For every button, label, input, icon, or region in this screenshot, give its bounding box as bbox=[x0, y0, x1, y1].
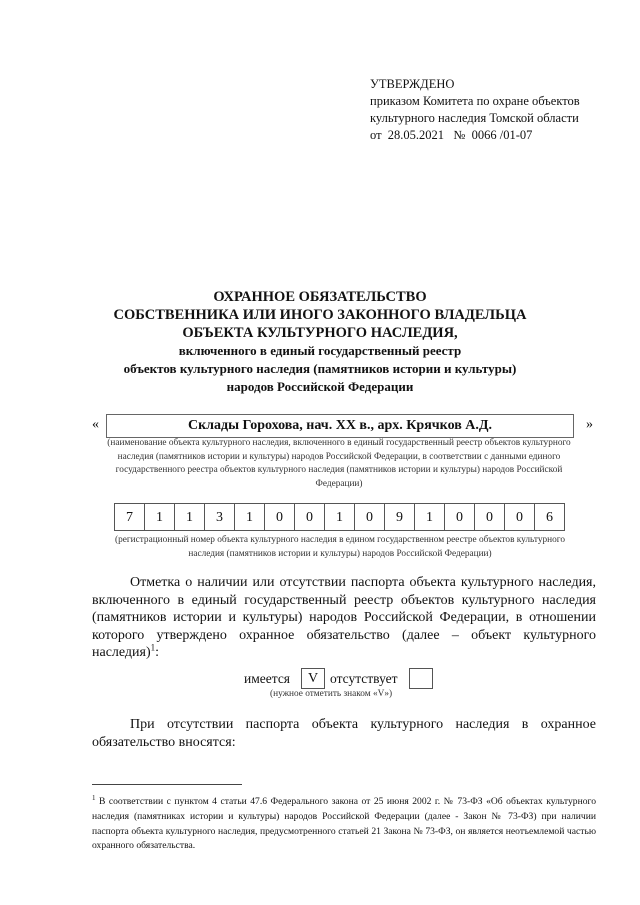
footnote-text: В соответствии с пунктом 4 статьи 47.6 Федерального закона от 25 июня 2002 г. № 73-ФЗ «Об объектах культурного наследия (памятниках истории и культуры) народов Российской Федерации (далее - Закон № 73-ФЗ) при наличии паспорта объекта культурного наследия, предусмотренного статьей 21 Закона № 73-ФЗ, он является неотъемлемой частью охранного обязательства. bbox=[92, 796, 596, 852]
object-name-row bbox=[92, 414, 600, 438]
passport-paragraph-end: : bbox=[155, 645, 160, 661]
object-name-field[interactable]: Склады Горохова, нач. XX в., арх. Крячков А.Д. bbox=[106, 414, 574, 438]
registration-digit-cell[interactable]: 0 bbox=[445, 503, 475, 531]
registration-digit-cell[interactable]: 0 bbox=[475, 503, 505, 531]
quote-open: « bbox=[92, 417, 99, 432]
registration-digit-cell[interactable]: 0 bbox=[265, 503, 295, 531]
registration-digit-cell[interactable]: 0 bbox=[355, 503, 385, 531]
document-title bbox=[60, 288, 580, 396]
no-passport-label: отсутствует bbox=[330, 671, 398, 686]
registration-digit-cell[interactable]: 6 bbox=[535, 503, 565, 531]
absence-paragraph: При отсутствии паспорта объекта культурного наследия в охранное обязательство вносятся: bbox=[92, 717, 596, 750]
footnote-number: 1 bbox=[92, 793, 96, 802]
passport-paragraph bbox=[92, 574, 596, 662]
title-line: включенного в единый государственный реестр bbox=[178, 343, 462, 358]
approval-line: приказом Комитета по охране объектов bbox=[370, 94, 580, 108]
footnote-ref[interactable]: 1 bbox=[150, 642, 156, 653]
approval-line: культурного наследия Томской области bbox=[370, 111, 579, 125]
approval-date-number: от 28.05.2021 № 0066 /01-07 bbox=[370, 128, 533, 142]
title-line: ОБЪЕКТА КУЛЬТУРНОГО НАСЛЕДИЯ, bbox=[182, 325, 458, 341]
checkbox-hint: (нужное отметить знаком «V») bbox=[270, 689, 393, 699]
registration-digit-cell[interactable]: 1 bbox=[175, 503, 205, 531]
no-passport-checkbox[interactable] bbox=[409, 668, 433, 689]
passport-paragraph-text: Отметка о наличии или отсутствии паспорта объекта культурного наследия, включенного в единый государственный реестр объектов культурного наследия (памятников истории и культуры) народов Российской Федерации, в отношении которого утверждено охранное обязательство (далее – объект культурного наследия) bbox=[92, 575, 596, 661]
title-line: народов Российской Федерации bbox=[226, 379, 414, 394]
registration-number-grid bbox=[114, 503, 565, 531]
quote-close: » bbox=[586, 417, 593, 432]
approval-heading: УТВЕРЖДЕНО bbox=[370, 77, 455, 91]
registration-digit-cell[interactable]: 0 bbox=[295, 503, 325, 531]
registration-digit-cell[interactable]: 1 bbox=[415, 503, 445, 531]
title-line: объектов культурного наследия (памятников истории и культуры) bbox=[123, 361, 517, 376]
registration-caption: (регистрационный номер объекта культурного наследия в едином государственном реестре объектов культурного наследия (памятников истории и культуры) народов Российской Федерации) bbox=[114, 535, 566, 559]
title-line: ОХРАННОЕ ОБЯЗАТЕЛЬСТВО bbox=[213, 289, 427, 305]
footnote bbox=[92, 795, 596, 854]
object-name-caption: (наименование объекта культурного наследия, включенного в единый государственный реестр объектов культурного наследия (памятников истории и культуры) народов Российской Федерации, в соответствии с данными единого государственного реестра объектов культурного наследия (памятников истории и культуры) народов Российской Федерации) bbox=[107, 438, 571, 489]
registration-digit-cell[interactable]: 0 bbox=[505, 503, 535, 531]
has-passport-label: имеется bbox=[244, 671, 291, 686]
registration-digit-cell[interactable]: 1 bbox=[235, 503, 265, 531]
title-line: СОБСТВЕННИКА ИЛИ ИНОГО ЗАКОННОГО ВЛАДЕЛЬЦА bbox=[113, 307, 527, 323]
registration-digit-cell[interactable]: 7 bbox=[115, 503, 145, 531]
approval-stamp bbox=[370, 76, 620, 144]
registration-digit-cell[interactable]: 3 bbox=[205, 503, 235, 531]
registration-digit-cell[interactable]: 1 bbox=[145, 503, 175, 531]
has-passport-checkbox[interactable]: V bbox=[301, 668, 325, 689]
registration-digit-cell[interactable]: 1 bbox=[325, 503, 355, 531]
footnote-divider bbox=[92, 784, 242, 785]
registration-digit-cell[interactable]: 9 bbox=[385, 503, 415, 531]
